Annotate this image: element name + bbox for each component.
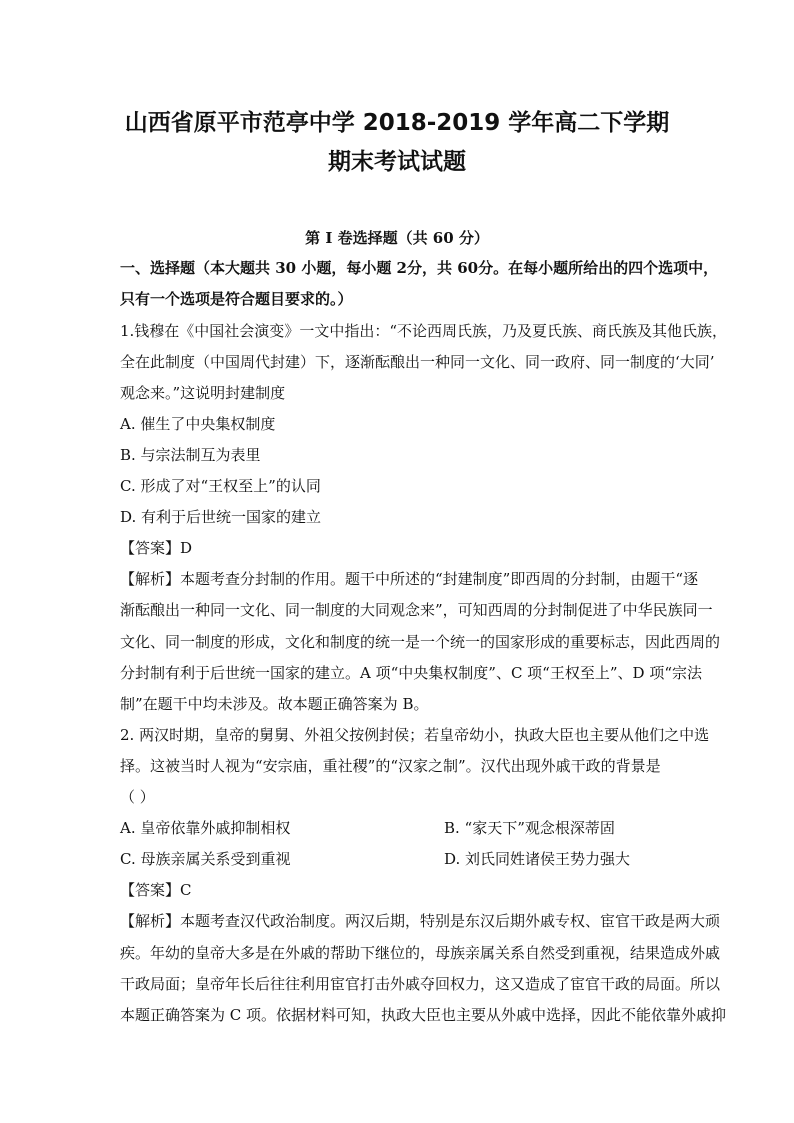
option-a: A. 皇帝依靠外戚抑制相权 — [120, 819, 291, 837]
option-b: B. 与宗法制互为表里 — [120, 446, 261, 464]
option-a: A. 催生了中央集权制度 — [120, 415, 276, 433]
section-title: 第 I 卷选择题（共 60 分） — [305, 229, 489, 247]
answer: 【答案】C — [120, 881, 192, 899]
option-c: C. 母族亲属关系受到重视 — [120, 850, 291, 868]
instructions-line: 只有一个选项是符合题目要求的。） — [120, 290, 353, 308]
analysis-line: 【解析】本题考查分封制的作用。题干中所述的“封建制度”即西周的分封制，由题干“逐 — [120, 570, 699, 588]
instructions-line: 一、选择题（本大题共 30 小题，每小题 2分，共 60分。在每小题所给出的四个选项中， — [120, 259, 719, 277]
question-stem-line: 2. 两汉时期，皇帝的舅舅、外祖父按例封侯；若皇帝幼小，执政大臣也主要从他们之中选 — [120, 726, 710, 744]
analysis-line: 干政局面；皇帝年长后往往利用宦官打击外戚夺回权力，这又造成了宦官干政的局面。所以 — [120, 975, 721, 993]
analysis-line: 本题正确答案为 C 项。依据材料可知，执政大臣也主要从外戚中选择，因此不能依靠外戚抑 — [120, 1006, 727, 1024]
answer: 【答案】D — [120, 539, 193, 557]
analysis-line: 疾。年幼的皇帝大多是在外戚的帮助下继位的，母族亲属关系自然受到重视，结果造成外戚 — [120, 944, 721, 962]
analysis-line: 渐酝酿出一种同一文化、同一制度的大同观念来”，可知西周的分封制促进了中华民族同一 — [120, 601, 713, 619]
question-stem-line: 择。这被当时人视为“安宗庙，重社稷”的“汉家之制”。汉代出现外戚干政的背景是 — [120, 757, 661, 775]
analysis-line: 分封制有利于后世统一国家的建立。A 项“中央集权制度”、C 项“王权至上”、D 项“宗法 — [120, 664, 702, 682]
analysis-line: 【解析】本题考查汉代政治制度。两汉后期，特别是东汉后期外戚专权、宦官干政是两大顽 — [120, 912, 721, 930]
question-stem-line: 全在此制度（中国周代封建）下，逐渐酝酿出一种同一文化、同一政府、同一制度的‘大同’ — [120, 353, 715, 371]
option-d: D. 有利于后世统一国家的建立 — [120, 508, 322, 526]
page-title: 山西省原平市范亭中学 2018-2019 学年高二下学期 — [124, 110, 670, 136]
question-stem-line: 观念来。”这说明封建制度 — [120, 384, 286, 402]
option-d: D. 刘氏同姓诸侯王势力强大 — [444, 850, 631, 868]
question-stem-line: （ ） — [120, 788, 155, 806]
analysis-line: 制”在题干中均未涉及。故本题正确答案为 B。 — [120, 695, 429, 713]
page-subtitle: 期末考试试题 — [328, 149, 466, 175]
analysis-line: 文化、同一制度的形成，文化和制度的统一是一个统一的国家形成的重要标志，因此西周的 — [120, 633, 721, 651]
question-stem-line: 1.钱穆在《中国社会演变》一文中指出：“不论西周氏族，乃及夏氏族、商氏族及其他氏族， — [120, 322, 727, 340]
option-b: B. “家天下”观念根深蒂固 — [444, 819, 615, 837]
option-c: C. 形成了对“王权至上”的认同 — [120, 477, 321, 495]
